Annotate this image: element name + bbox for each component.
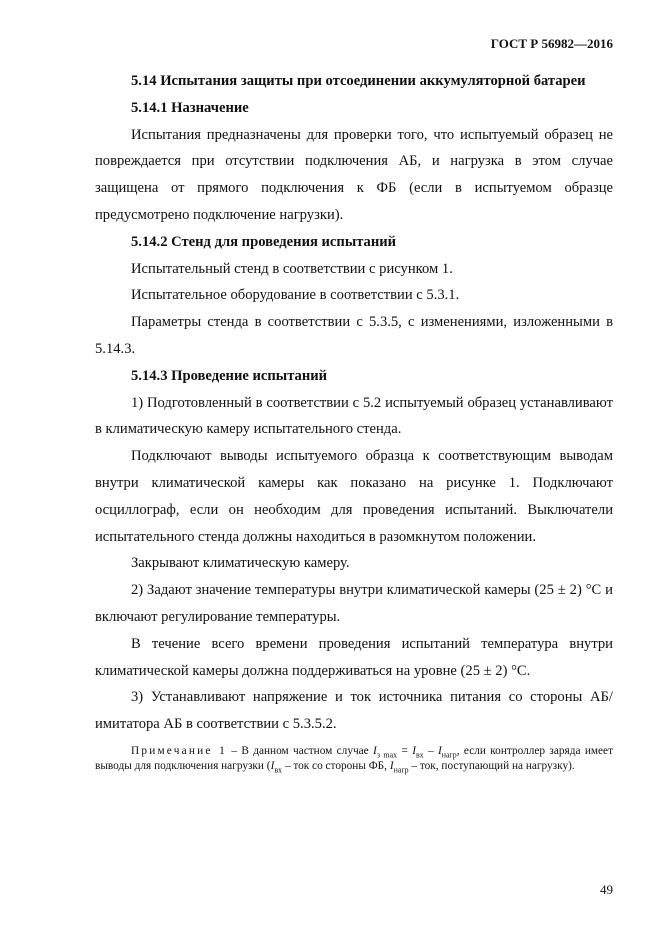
- paragraph: В течение всего времени проведения испытаний температура внутри климатической камеры должна поддерживаться на уровне (25 ± 2) °С.: [95, 635, 613, 679]
- note-var: I: [389, 760, 394, 773]
- paragraph: Испытательный стенд в соответствии с рисунком 1.: [131, 260, 453, 277]
- paragraph: Испытательное оборудование в соответствии с 5.3.1.: [131, 287, 460, 304]
- note-sub: вх: [415, 750, 424, 760]
- note-text: – В данном частном случае: [226, 744, 374, 757]
- note-sub: нагр: [441, 750, 457, 760]
- note-var: I: [438, 744, 442, 757]
- section-5-14-1-title: 5.14.1 Назначение: [131, 99, 249, 116]
- note-label: Примечание 1: [131, 744, 227, 757]
- note: [95, 744, 613, 775]
- paragraph: 2) Задают значение температуры внутри климатической камеры (25 ± 2) °С и включают регулирование температуры.: [95, 582, 613, 625]
- paragraph: Испытания предназначены для проверки того, что испытуемый образец не повреждается при отсутствии подключения АБ, и нагрузка в этом случае защищена от прямого подключения к ФБ (если в испытуемом образце предусмотрено подключение нагрузки).: [95, 126, 613, 223]
- page-number: 49: [600, 882, 613, 897]
- note-sub: вх: [274, 765, 283, 775]
- paragraph: Подключают выводы испытуемого образца к соответствующим выводам внутри климатической камеры как показано на рисунке 1. Подключают осциллограф, если он необходим для проведения испытаний. Выключатели испытательного стенда должны находиться в разомкнутом положении.: [95, 448, 613, 545]
- note-text: –: [423, 744, 439, 757]
- note-text: =: [397, 744, 413, 757]
- paragraph: Параметры стенда в соответствии с 5.3.5, с изменениями, изложенными в 5.14.3.: [95, 314, 613, 357]
- note-sub: нагр: [393, 765, 409, 775]
- note-var: I: [412, 744, 416, 757]
- section-5-14-2-title: 5.14.2 Стенд для проведения испытаний: [131, 233, 397, 250]
- page-content: [95, 68, 613, 786]
- note-var: I: [373, 744, 377, 757]
- paragraph: Закрывают климатическую камеру.: [131, 555, 350, 572]
- paragraph: 1) Подготовленный в соответствии с 5.2 испытуемый образец устанавливают в климатическую камеру испытательного стенда.: [95, 394, 613, 438]
- section-5-14-3-title: 5.14.3 Проведение испытаний: [131, 367, 328, 384]
- note-sub: з max: [376, 750, 398, 760]
- section-5-14-title: 5.14 Испытания защиты при отсоединении аккумуляторной батареи: [131, 73, 586, 89]
- note-text: , если контроллер заряда имеет выводы для подключения нагрузки (: [95, 744, 613, 773]
- note-var: I: [270, 760, 275, 773]
- standard-header: ГОСТ Р 56982—2016: [490, 36, 613, 51]
- note-text: – ток со стороны ФБ,: [282, 760, 390, 773]
- paragraph: 3) Устанавливают напряжение и ток источника питания со стороны АБ/имитатора АБ в соответствии с 5.3.5.2.: [95, 689, 613, 733]
- note-text: – ток, поступающий на нагрузку).: [408, 760, 575, 773]
